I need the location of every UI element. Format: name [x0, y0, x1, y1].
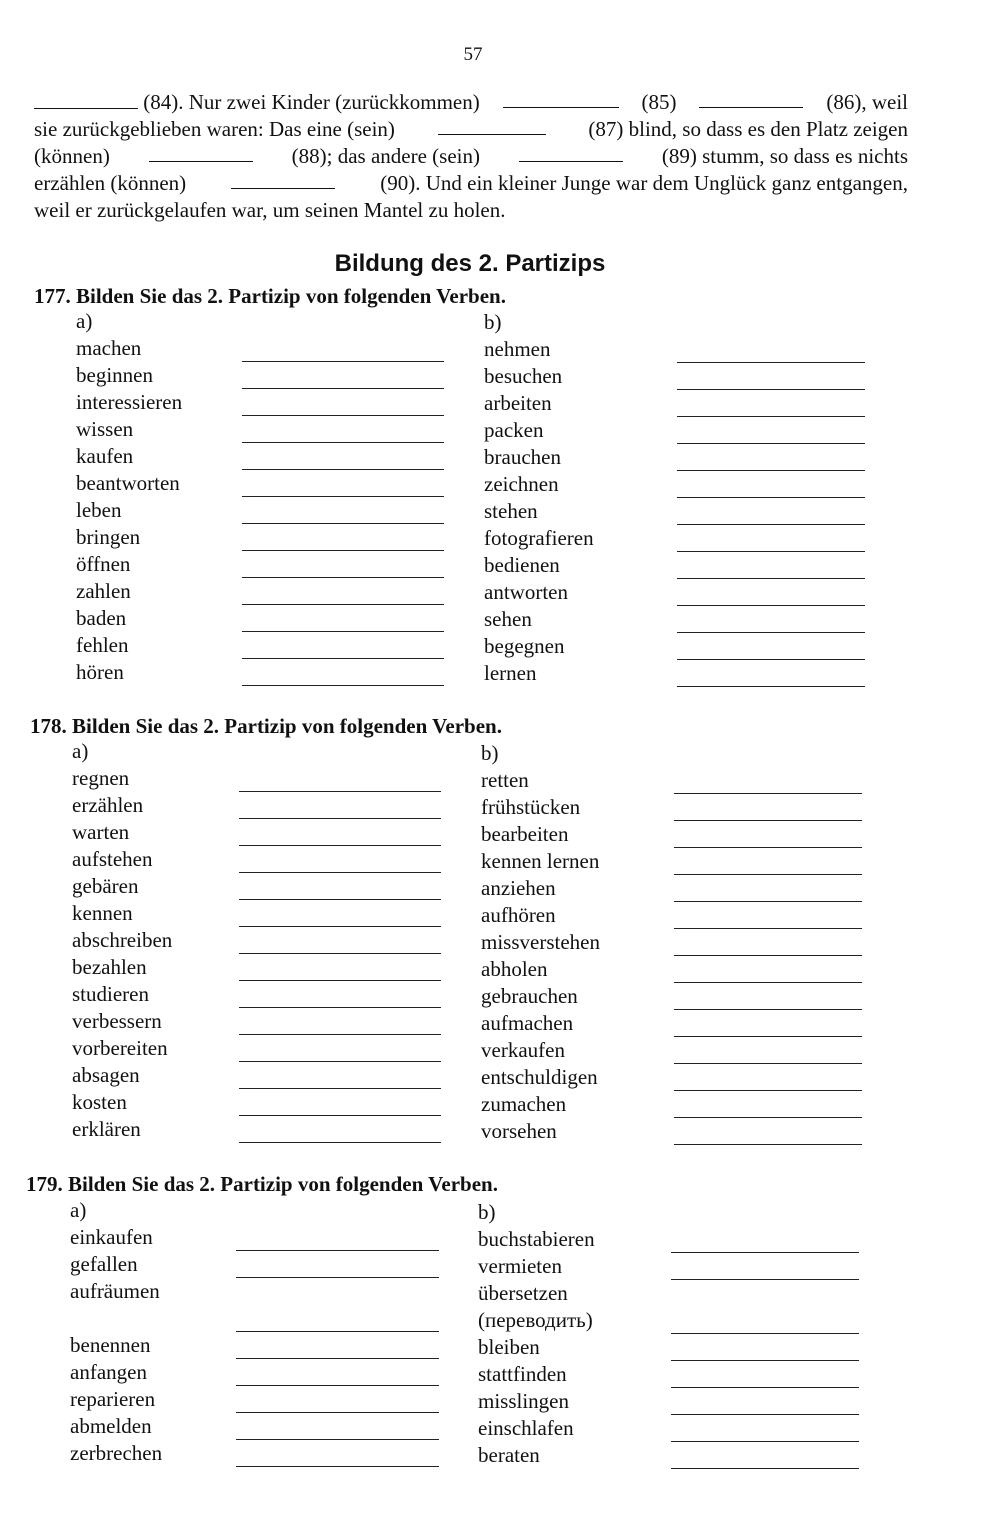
verb-label: fehlen	[76, 633, 129, 657]
verb-row	[76, 362, 446, 389]
verb-row	[484, 336, 866, 363]
verb-row	[478, 1415, 860, 1442]
verb-label: packen	[484, 418, 544, 442]
exercise-179-col-b	[478, 1199, 860, 1469]
answer-line[interactable]	[239, 1142, 441, 1143]
verb-row	[478, 1280, 860, 1307]
verb-label: aufmachen	[481, 1011, 574, 1035]
verb-row	[70, 1440, 442, 1467]
column-label: b)	[481, 741, 499, 765]
verb-label: interessieren	[76, 390, 183, 414]
answer-line[interactable]	[677, 686, 865, 687]
verb-row	[478, 1388, 860, 1415]
answer-line[interactable]	[242, 685, 444, 686]
verb-row	[70, 1413, 442, 1440]
verb-label: beginnen	[76, 363, 153, 387]
verb-label: kennen	[72, 901, 133, 925]
verb-row	[72, 900, 444, 927]
verb-label: erklären	[72, 1117, 141, 1141]
verb-row	[478, 1442, 860, 1469]
verb-row	[484, 444, 866, 471]
answer-line[interactable]	[236, 1466, 439, 1467]
verb-row	[72, 1035, 444, 1062]
verb-row	[76, 497, 446, 524]
verb-label: einschlafen	[478, 1416, 574, 1440]
verb-label: hören	[76, 660, 124, 684]
verb-label: machen	[76, 336, 142, 360]
verb-row	[481, 848, 863, 875]
verb-label: verbessern	[72, 1009, 162, 1033]
column-label: a)	[70, 1198, 87, 1222]
verb-row	[478, 1253, 860, 1280]
verb-row	[72, 981, 444, 1008]
verb-row	[70, 1386, 442, 1413]
verb-label: anziehen	[481, 876, 556, 900]
verb-row	[481, 875, 863, 902]
verb-label: kennen lernen	[481, 849, 600, 873]
answer-blank[interactable]	[438, 116, 546, 135]
verb-label: beantworten	[76, 471, 180, 495]
verb-row	[72, 792, 444, 819]
verb-row	[484, 579, 866, 606]
column-label: b)	[484, 310, 502, 334]
verb-label: bezahlen	[72, 955, 147, 979]
verb-row	[481, 1118, 863, 1145]
verb-row	[484, 660, 866, 687]
answer-blank[interactable]	[503, 89, 619, 108]
verb-label: stattfinden	[478, 1362, 567, 1386]
verb-label: anfangen	[70, 1360, 147, 1384]
verb-label: begegnen	[484, 634, 565, 658]
verb-row	[70, 1224, 442, 1251]
answer-blank[interactable]	[34, 90, 138, 109]
verb-label: zumachen	[481, 1092, 567, 1116]
verb-row	[76, 335, 446, 362]
verb-label: zeichnen	[484, 472, 559, 496]
verb-row	[484, 606, 866, 633]
verb-label: öffnen	[76, 552, 131, 576]
verb-row	[484, 552, 866, 579]
verb-label: baden	[76, 606, 127, 630]
verb-label: nehmen	[484, 337, 551, 361]
verb-label: buchstabieren	[478, 1227, 595, 1251]
verb-row	[478, 1361, 860, 1388]
verb-label: bedienen	[484, 553, 560, 577]
verb-row	[481, 821, 863, 848]
verb-label: sehen	[484, 607, 532, 631]
verb-label: verkaufen	[481, 1038, 565, 1062]
verb-row	[481, 902, 863, 929]
verb-row	[478, 1307, 860, 1334]
verb-row	[76, 443, 446, 470]
verb-row	[484, 417, 866, 444]
exercise-178-col-b	[481, 740, 863, 1145]
verb-row	[481, 1010, 863, 1037]
verb-row	[70, 1278, 442, 1305]
verb-label: missverstehen	[481, 930, 600, 954]
verb-label: arbeiten	[484, 391, 552, 415]
verb-row	[72, 1062, 444, 1089]
answer-blank[interactable]	[231, 170, 335, 189]
verb-row	[72, 1116, 444, 1143]
verb-row	[70, 1332, 442, 1359]
verb-label: regnen	[72, 766, 130, 790]
verb-label: antworten	[484, 580, 568, 604]
verb-label: misslingen	[478, 1389, 570, 1413]
verb-row	[76, 659, 446, 686]
verb-label: brauchen	[484, 445, 561, 469]
column-label: a)	[76, 309, 93, 333]
column-label: b)	[478, 1200, 496, 1224]
verb-row	[76, 524, 446, 551]
verb-row	[76, 416, 446, 443]
exercise-heading: 179. Bilden Sie das 2. Partizip von folgenden Verben.	[26, 1172, 498, 1196]
verb-label: wissen	[76, 417, 134, 441]
verb-label: lernen	[484, 661, 537, 685]
verb-label: absagen	[72, 1063, 140, 1087]
verb-row	[478, 1226, 860, 1253]
verb-row	[484, 471, 866, 498]
verb-label: aufstehen	[72, 847, 153, 871]
verb-row	[76, 578, 446, 605]
verb-label: gefallen	[70, 1252, 138, 1276]
verb-label: abmelden	[70, 1414, 152, 1438]
verb-row	[72, 846, 444, 873]
exercise-179-col-a	[70, 1197, 442, 1467]
answer-blank[interactable]	[519, 143, 623, 162]
verb-row	[481, 1091, 863, 1118]
verb-label: übersetzen	[478, 1281, 568, 1305]
verb-label: kaufen	[76, 444, 134, 468]
verb-row	[72, 954, 444, 981]
verb-label: warten	[72, 820, 130, 844]
verb-row	[481, 1037, 863, 1064]
verb-row	[70, 1305, 442, 1332]
verb-label: abschreiben	[72, 928, 173, 952]
verb-label: beraten	[478, 1443, 540, 1467]
verb-row	[72, 927, 444, 954]
verb-label: reparieren	[70, 1387, 156, 1411]
verb-label: einkaufen	[70, 1225, 153, 1249]
verb-label: entschuldigen	[481, 1065, 598, 1089]
intro-line: (84). Nur zwei Kinder (zurückkommen) (85) (86), weil	[34, 89, 908, 116]
verb-label: vorsehen	[481, 1119, 557, 1143]
verb-label: kosten	[72, 1090, 127, 1114]
intro-paragraph	[34, 89, 908, 224]
verb-row	[481, 956, 863, 983]
exercise-heading: 178. Bilden Sie das 2. Partizip von folgenden Verben.	[30, 714, 502, 738]
intro-line: (können) (88); das andere (sein) (89) stumm, so dass es nichts	[34, 144, 908, 168]
verb-row	[72, 765, 444, 792]
verb-label: leben	[76, 498, 122, 522]
verb-row	[76, 551, 446, 578]
verb-row	[72, 873, 444, 900]
verb-label: zerbrechen	[70, 1441, 163, 1465]
verb-label: gebären	[72, 874, 139, 898]
verb-label: erzählen	[72, 793, 144, 817]
verb-label: gebrauchen	[481, 984, 578, 1008]
verb-row	[481, 1064, 863, 1091]
verb-row	[481, 794, 863, 821]
verb-label: retten	[481, 768, 529, 792]
answer-line[interactable]	[674, 1144, 862, 1145]
intro-line: weil er zurückgelaufen war, um seinen Mantel zu holen.	[34, 198, 506, 222]
exercise-177-col-b	[484, 309, 866, 687]
verb-label: stehen	[484, 499, 538, 523]
verb-label: studieren	[72, 982, 149, 1006]
verb-row	[70, 1251, 442, 1278]
answer-blank[interactable]	[699, 89, 803, 108]
verb-row	[76, 605, 446, 632]
verb-row	[72, 1089, 444, 1116]
verb-row	[72, 1008, 444, 1035]
answer-blank[interactable]	[149, 143, 253, 162]
verb-label: frühstücken	[481, 795, 581, 819]
verb-row	[76, 389, 446, 416]
verb-row	[484, 525, 866, 552]
verb-row	[478, 1334, 860, 1361]
verb-row	[484, 633, 866, 660]
intro-line: erzählen (können) (90). Und ein kleiner Junge war dem Unglück ganz entgangen,	[34, 171, 908, 195]
verb-label: abholen	[481, 957, 548, 981]
column-label: a)	[72, 739, 89, 763]
section-title: Bildung des 2. Partizips	[334, 250, 606, 277]
verb-row	[76, 470, 446, 497]
verb-label: bringen	[76, 525, 141, 549]
answer-line[interactable]	[671, 1468, 859, 1469]
verb-row	[484, 363, 866, 390]
verb-row	[481, 767, 863, 794]
verb-label: bearbeiten	[481, 822, 569, 846]
verb-label: fotografieren	[484, 526, 594, 550]
verb-row	[484, 390, 866, 417]
verb-row	[481, 983, 863, 1010]
verb-label: besuchen	[484, 364, 563, 388]
verb-label: aufräumen	[70, 1279, 160, 1303]
page-number: 57	[463, 44, 483, 65]
verb-row	[76, 632, 446, 659]
exercise-177-col-a	[76, 308, 446, 686]
verb-row	[72, 819, 444, 846]
verb-label: vorbereiten	[72, 1036, 168, 1060]
verb-label: zahlen	[76, 579, 131, 603]
intro-line: sie zurückgeblieben waren: Das eine (sein) (87) blind, so dass es den Platz zeigen	[34, 117, 908, 141]
verb-label: benennen	[70, 1333, 151, 1357]
verb-label: aufhören	[481, 903, 556, 927]
verb-label: bleiben	[478, 1335, 540, 1359]
verb-label: (переводить)	[478, 1308, 593, 1332]
verb-label: vermieten	[478, 1254, 562, 1278]
verb-row	[484, 498, 866, 525]
exercise-178-col-a	[72, 738, 444, 1143]
exercise-heading: 177. Bilden Sie das 2. Partizip von folgenden Verben.	[34, 284, 506, 308]
verb-row	[481, 929, 863, 956]
verb-row	[70, 1359, 442, 1386]
